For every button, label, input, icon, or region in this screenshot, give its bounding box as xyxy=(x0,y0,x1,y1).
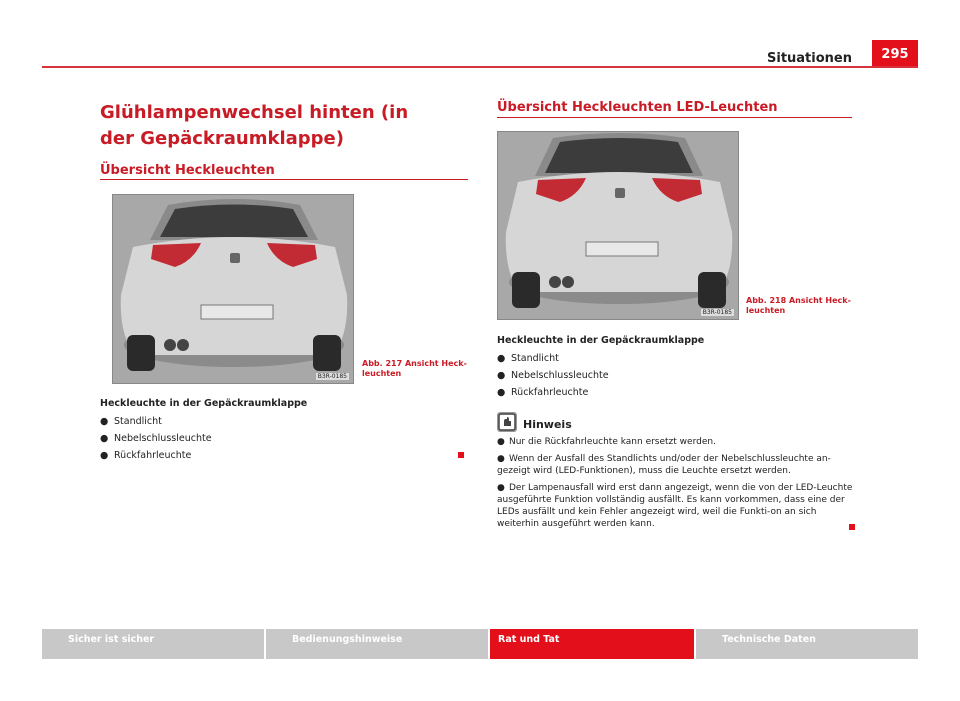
note-item: ● Der Lampenausfall wird erst dann angezeigt, wenn die von der LED-Leuchte ausgeführte Funktion vollständig ausfällt. Es kann vorkommen, dass eine der LEDs ausfällt und kein Fehler angezeigt wird, weil die Funkti-on an sich weiterhin ausgeführt werden kann. xyxy=(497,483,853,529)
list-title: Heckleuchte in der Gepäckraumklappe xyxy=(100,398,308,409)
figure-code: B3R-0185 xyxy=(317,373,347,380)
brand-logo xyxy=(230,253,240,263)
note-item: ● Wenn der Ausfall des Standlichts und/oder der Nebelschlussleuchte an-gezeigt wird (LED-Funktionen), muss die Leuchte ersetzt werden. xyxy=(497,454,831,476)
section-end-mark xyxy=(849,524,855,530)
list-item: ● Standlicht xyxy=(497,353,559,364)
note-item: ● Nur die Rückfahrleuchte kann ersetzt werden. xyxy=(497,437,716,447)
note-icon xyxy=(497,412,517,432)
section-title: Situationen xyxy=(767,51,852,66)
note-title: Hinweis xyxy=(523,418,572,431)
footer-tab-sicher[interactable]: Sicher ist sicher xyxy=(42,629,266,659)
list-item: ● Rückfahrleuchte xyxy=(100,450,192,461)
page-title: Glühlampenwechsel hinten (in der Gepäckraumklappe) xyxy=(100,102,409,149)
list-title: Heckleuchte in der Gepäckraumklappe xyxy=(497,335,705,346)
footer-nav xyxy=(42,629,918,659)
footer-tab-bedienung[interactable]: Bedienungshinweise xyxy=(266,629,490,659)
car-rear-illustration xyxy=(113,195,354,384)
section-end-mark xyxy=(458,452,464,458)
footer-tab-rat-und-tat[interactable]: Rat und Tat xyxy=(490,629,696,659)
brand-logo xyxy=(615,188,625,198)
rear-car-figure-1 xyxy=(112,194,354,384)
rear-car-figure-2 xyxy=(497,131,739,320)
footer-tab-technische-daten[interactable]: Technische Daten xyxy=(696,629,918,659)
figure-code: B3R-0185 xyxy=(702,309,732,316)
left-subtitle-rule xyxy=(100,179,468,180)
header-rule xyxy=(42,66,918,68)
right-subtitle: Übersicht Heckleuchten LED-Leuchten xyxy=(497,100,778,115)
list-item: ● Standlicht xyxy=(100,416,162,427)
right-subtitle-rule xyxy=(497,117,852,118)
list-item: ● Rückfahrleuchte xyxy=(497,387,589,398)
list-item: ● Nebelschlussleuchte xyxy=(497,370,609,381)
left-subtitle: Übersicht Heckleuchten xyxy=(100,163,275,178)
license-plate xyxy=(201,305,273,319)
car-rear-illustration xyxy=(498,132,739,320)
figure-caption-218: Abb. 218 Ansicht Heck-leuchten xyxy=(746,296,851,315)
page-number: 295 xyxy=(872,40,918,68)
license-plate xyxy=(586,242,658,256)
list-item: ● Nebelschlussleuchte xyxy=(100,433,212,444)
figure-caption-217: Abb. 217 Ansicht Heck-leuchten xyxy=(362,359,467,378)
